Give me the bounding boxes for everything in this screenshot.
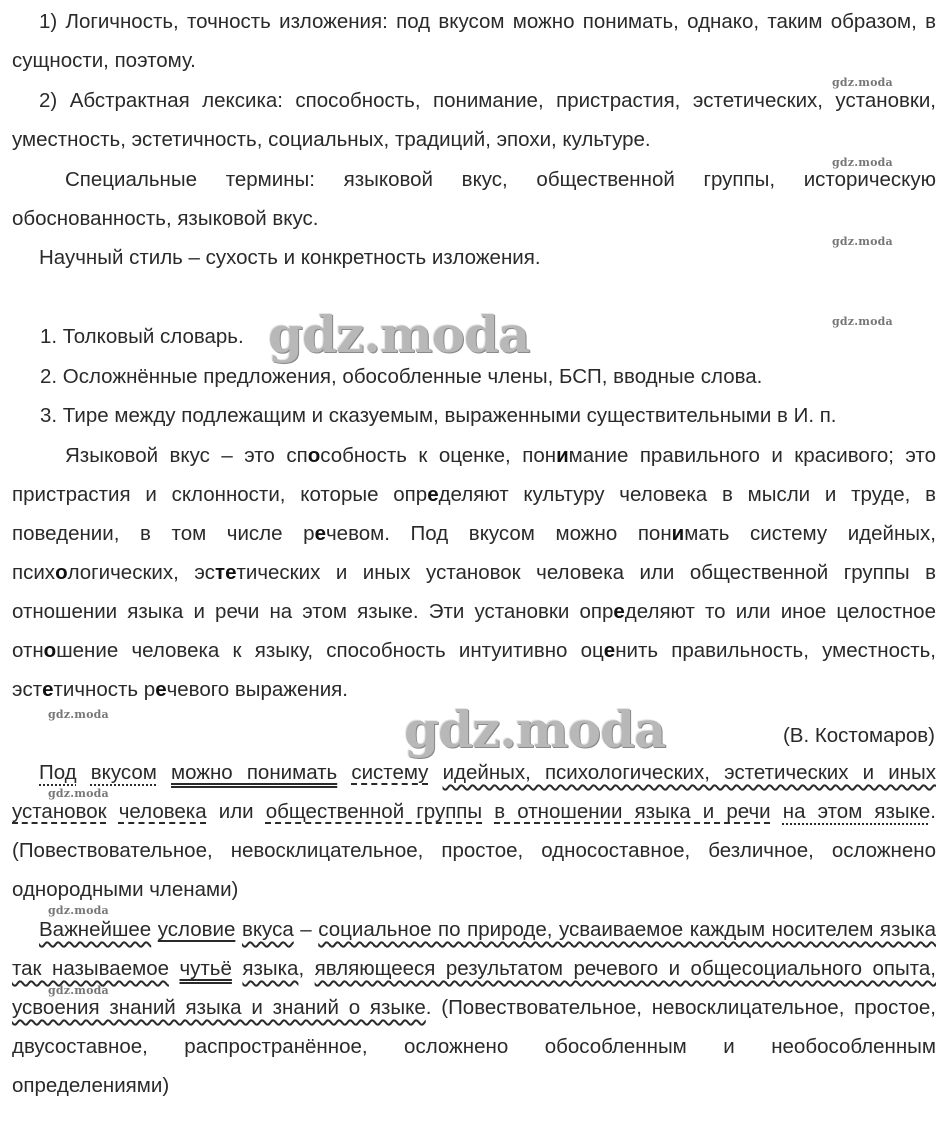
list-item-2: 2. Осложнённые предложения, обособленные члены, БСП, вводные слова.	[40, 365, 763, 388]
watermark-small: gdz.moda	[832, 235, 893, 248]
stressed-vowel: о	[307, 444, 321, 467]
watermark-small: gdz.moda	[48, 904, 109, 917]
stressed-vowel: е	[603, 639, 616, 662]
main-text-part: нить правильность, уместность, эст	[12, 639, 936, 701]
watermark-small: gdz.moda	[48, 708, 109, 721]
paragraph-abstract-lexis	[12, 81, 936, 159]
paragraph-logic	[12, 2, 936, 80]
paragraph-scientific-style-text: Научный стиль – сухость и конкретность изложения.	[39, 246, 541, 269]
adverbial-phrase: Под	[39, 761, 77, 784]
object: установок	[12, 800, 107, 823]
main-text-part: чевого выражения.	[166, 678, 348, 701]
watermark-small: gdz.moda	[832, 156, 893, 169]
attribute: идейных, психологических, эстетических и иных	[442, 761, 936, 784]
predicate: чутьё	[179, 957, 232, 980]
main-text-part: тичность р	[53, 678, 156, 701]
main-text-part: тических и иных установок человека или общественной группы в отношении языка и речи на этом языке. Эти установки опр	[12, 561, 936, 623]
adverbial-phrase: на этом языке	[782, 800, 931, 823]
analysis-sentence-1-characteristic: . (Повествовательное, невосклицательное, простое, односоставное, безличное, осложнено однородными членами)	[12, 800, 936, 901]
analysis-sentence-2-characteristic: . (Повествовательное, невосклицательное, простое, двусоставное, распространённое, осложнено обособленным и необособленным определениями)	[12, 996, 936, 1097]
main-text-part: логических, эс	[67, 561, 216, 584]
watermark-small: gdz.moda	[832, 315, 893, 328]
predicate: можно понимать	[171, 761, 338, 784]
stressed-vowel: и	[671, 522, 685, 545]
main-text-part: Языковой вкус – это сп	[65, 444, 308, 467]
stressed-vowel: е	[155, 678, 167, 701]
attribute: вкуса	[241, 918, 294, 941]
watermark-small: gdz.moda	[48, 787, 109, 800]
main-text-part: собность к оценке, пон	[320, 444, 557, 467]
main-text	[12, 436, 936, 709]
list-item-3: 3. Тире между подлежащим и сказуемым, выраженными существительными в И. п.	[40, 404, 837, 427]
watermark-small: gdz.moda	[48, 984, 109, 997]
paragraph-logic-text: 1) Логичность, точность изложения: под вкусом можно понимать, однако, таким образом, в сущности, поэтому.	[12, 10, 936, 72]
main-text-part: мать систему идейных, псих	[12, 522, 936, 584]
stressed-vowel: е	[613, 600, 625, 623]
watermark-large: gdz.moda	[268, 305, 530, 364]
adverbial-phrase: вкусом	[90, 761, 157, 784]
object: общественной группы	[265, 800, 483, 823]
main-text-part: чевом. Под вкусом можно пон	[325, 522, 672, 545]
paragraph-special-terms-text: Специальные термины: языковой вкус, общественной группы, историческую обоснованность, языковой вкус.	[12, 168, 936, 230]
stressed-vowel: е	[314, 522, 326, 545]
paragraph-scientific-style	[12, 238, 936, 277]
author-attribution: (В. Костомаров)	[782, 724, 935, 747]
stressed-vowel: е	[427, 483, 439, 506]
stressed-vowel: о	[55, 561, 68, 584]
watermark-small: gdz.moda	[832, 76, 893, 89]
paragraph-abstract-lexis-text: 2) Абстрактная лексика: способность, понимание, пристрастия, эстетических, установки, уместность, эстетичность, социальных, традиций, эпохи, культуре.	[12, 89, 936, 151]
dash: –	[300, 918, 312, 941]
subject: условие	[157, 918, 236, 941]
stressed-vowel: и	[556, 444, 569, 467]
paragraph-special-terms	[12, 160, 936, 238]
main-text-part: шение человека к языку, способность интуитивно оц	[56, 639, 604, 662]
object: человека	[118, 800, 207, 823]
attribute: языка	[242, 957, 299, 980]
analysis-sentence-2	[12, 910, 936, 1105]
watermark-large: gdz.moda	[404, 700, 666, 759]
object: в отношении языка и речи	[494, 800, 771, 823]
attribute: социальное по природе, усваиваемое каждым носителем языка так называемое	[12, 918, 936, 980]
comma: ,	[298, 957, 305, 980]
stressed-vowel: е	[42, 678, 54, 701]
conjunction: или	[218, 800, 254, 823]
main-text-part: деляют то или иное целостное отн	[12, 600, 936, 662]
stressed-vowel: те	[215, 561, 237, 584]
object: систему	[351, 761, 429, 784]
analysis-sentence-1	[12, 753, 936, 909]
stressed-vowel: о	[43, 639, 57, 662]
main-text-part: мание правильного и красивого; это пристрастия и склонности, которые опр	[12, 444, 936, 506]
attribute: являющееся результатом речевого и общесоциального опыта, усвоения знаний языка и знаний о языке	[12, 957, 936, 1019]
attribute: Важнейшее	[39, 918, 152, 941]
list-item-1: 1. Толковый словарь.	[40, 325, 244, 348]
main-text-part: деляют культуру человека в мысли и труде, в поведении, в том числе р	[12, 483, 936, 545]
